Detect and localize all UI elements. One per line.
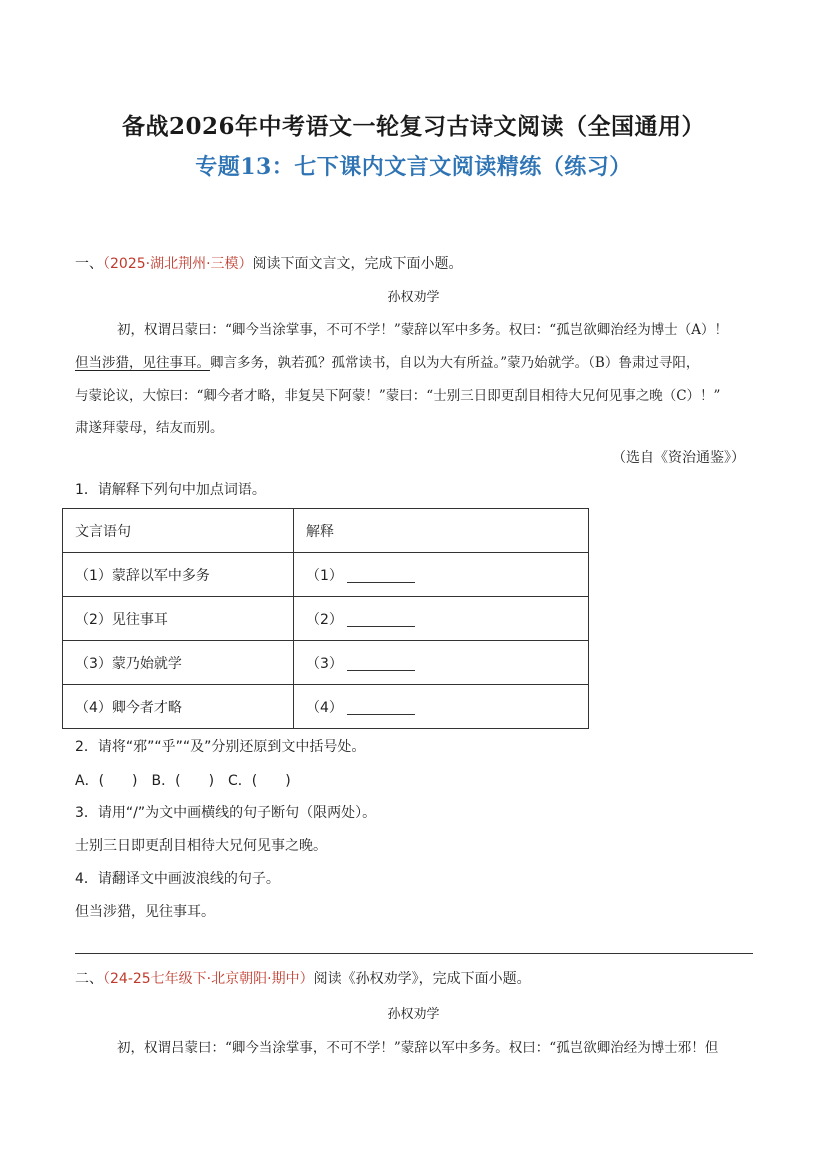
section1-prefix: 一、 bbox=[75, 256, 103, 272]
answer-blank[interactable] bbox=[347, 656, 415, 671]
question-4-sentence: 但当涉猎，见往事耳。 bbox=[75, 904, 215, 920]
answer-blank[interactable] bbox=[347, 700, 415, 715]
table-header-cell: 解释 bbox=[294, 509, 589, 553]
document-subtitle: 专题13：七下课内文言文阅读精练（练习） bbox=[195, 154, 632, 180]
answer-blank[interactable] bbox=[347, 612, 415, 627]
answer-label: （2） bbox=[306, 611, 343, 628]
section2-passage-title: 孙权劝学 bbox=[387, 1007, 440, 1022]
section1-passage-title: 孙权劝学 bbox=[387, 290, 440, 305]
answer-blank[interactable] bbox=[347, 568, 415, 583]
question-3-sentence: 士别三日即更刮目相待大兄何见事之晚。 bbox=[75, 838, 327, 854]
passage-line-rest: 卿言多务，孰若孤？孤常读书，自以为大有所益。”蒙乃始就学。（B）鲁肃过寻阳， bbox=[210, 355, 700, 371]
passage-line: 初，权谓吕蒙曰：“卿今当涂掌事，不可不学！”蒙辞以军中多务。权曰：“孤岂欲卿治经为博士（A）！ bbox=[117, 322, 728, 338]
answer-label: （4） bbox=[306, 699, 343, 716]
table-cell-sentence: （1）蒙辞以军中多务 bbox=[63, 553, 294, 597]
passage-line bbox=[75, 351, 755, 371]
question-4: 4．请翻译文中画波浪线的句子。 bbox=[75, 871, 280, 887]
table-cell-sentence: （2）见往事耳 bbox=[63, 597, 294, 641]
section1-instruction: 阅读下面文言文，完成下面小题。 bbox=[252, 256, 463, 272]
table-cell-answer[interactable] bbox=[294, 553, 589, 597]
table-cell-answer[interactable] bbox=[294, 685, 589, 729]
section2-source-tag: （24-25七年级下·北京朝阳·期中） bbox=[103, 971, 314, 987]
section1-heading bbox=[75, 254, 463, 274]
question-2: 2．请将“邪”“乎”“及”分别还原到文中括号处。 bbox=[75, 739, 366, 755]
table-row bbox=[63, 641, 589, 685]
answer-label: （3） bbox=[306, 655, 343, 672]
section2-heading bbox=[75, 969, 531, 989]
section1-source-tag: （2025·湖北荆州·三模） bbox=[103, 256, 253, 272]
table-row bbox=[63, 553, 589, 597]
question-3: 3．请用“/”为文中画横线的句子断句（限两处）。 bbox=[75, 805, 377, 821]
vocabulary-table bbox=[62, 508, 589, 729]
question-1: 1．请解释下列句中加点词语。 bbox=[75, 482, 266, 498]
section-divider bbox=[75, 953, 753, 954]
document-title: 备战2026年中考语文一轮复习古诗文阅读（全国通用） bbox=[121, 113, 705, 140]
table-cell-answer[interactable] bbox=[294, 597, 589, 641]
passage-line: 与蒙论议，大惊曰：“卿今者才略，非复吴下阿蒙！”蒙曰：“士别三日即更刮目相待大兄何见事之晚（C）！” bbox=[75, 388, 721, 404]
table-header-cell: 文言语句 bbox=[63, 509, 294, 553]
passage-line: 肃遂拜蒙母，结友而别。 bbox=[75, 420, 224, 436]
table-cell-sentence: （4）卿今者才略 bbox=[63, 685, 294, 729]
table-cell-sentence: （3）蒙乃始就学 bbox=[63, 641, 294, 685]
section2-instruction: 阅读《孙权劝学》，完成下面小题。 bbox=[313, 971, 531, 987]
table-row bbox=[63, 597, 589, 641]
section2-prefix: 二、 bbox=[75, 971, 103, 987]
table-row bbox=[63, 685, 589, 729]
passage-line: 初，权谓吕蒙曰：“卿今当涂掌事，不可不学！”蒙辞以军中多务。权曰：“孤岂欲卿治经为博士邪！但 bbox=[117, 1040, 719, 1056]
table-header-row bbox=[63, 509, 589, 553]
table-cell-answer[interactable] bbox=[294, 641, 589, 685]
passage-citation: （选自《资治通鉴》） bbox=[612, 450, 745, 466]
answer-label: （1） bbox=[306, 567, 343, 584]
wavy-underlined-sentence: 但当涉猎，见往事耳。 bbox=[75, 355, 210, 371]
question-2-options: A．( ) B．( ) C．( ) bbox=[75, 773, 291, 789]
